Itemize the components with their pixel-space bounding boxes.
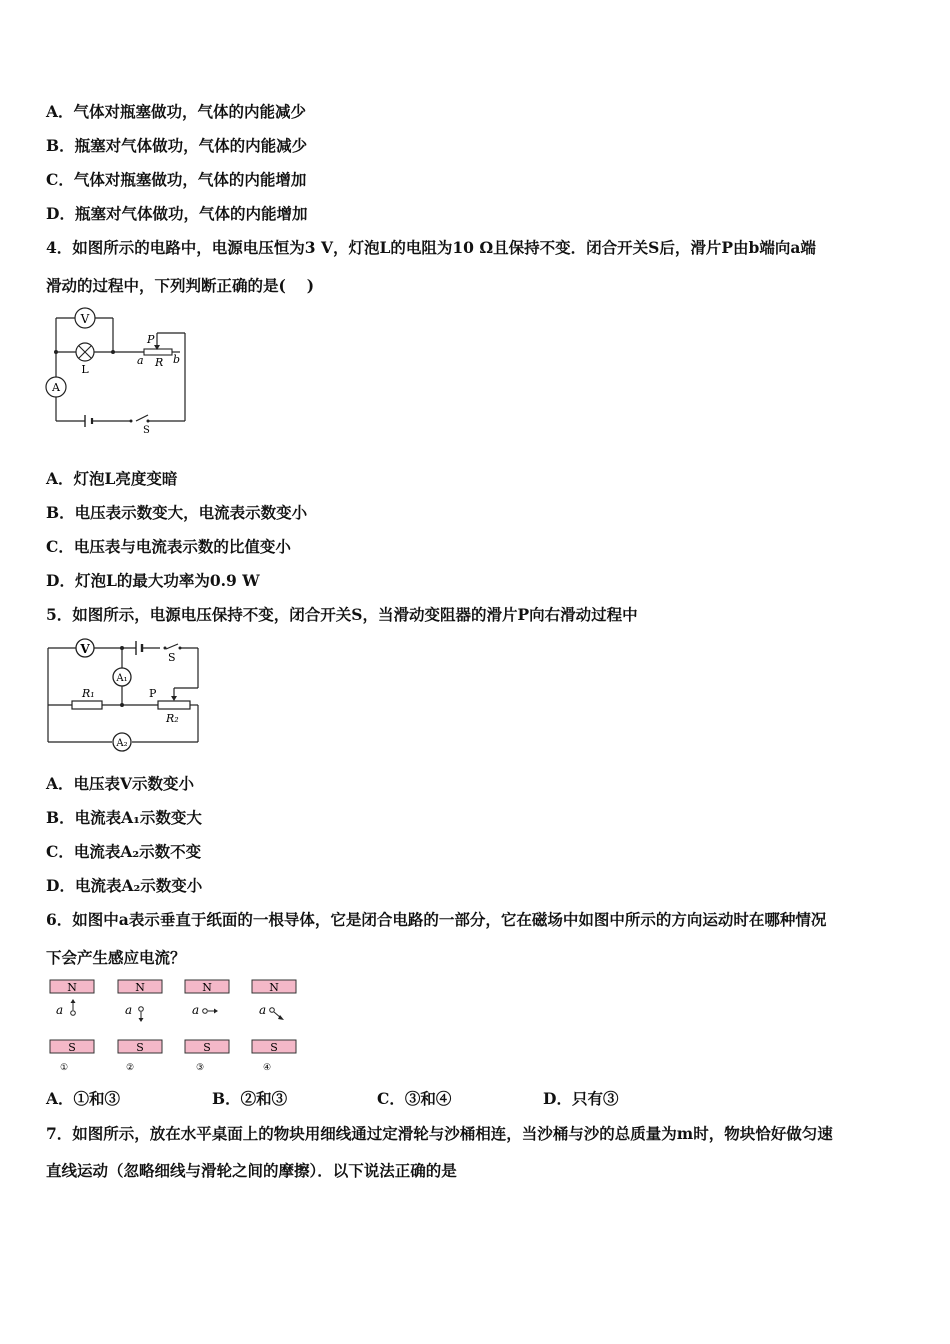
r1-resistor: [72, 701, 102, 709]
conductor-2: [139, 1007, 144, 1012]
q3-option-c: C．气体对瓶塞做功，气体的内能增加: [46, 170, 307, 189]
q3-option-b: B．瓶塞对气体做功，气体的内能减少: [46, 136, 308, 155]
end-b-label: b: [173, 353, 181, 366]
north-label-1: N: [67, 981, 77, 994]
q7-stem-line1: 7．如图所示，放在水平桌面上的物块用细线通过定滑轮与沙桶相连，当沙桶与沙的总质量为m时，物块恰好做匀速: [46, 1124, 833, 1143]
arrow-right-icon: [214, 1009, 218, 1014]
r2-rheostat: [158, 701, 190, 709]
conductor-3: [203, 1009, 208, 1014]
q4-circuit-figure: [40, 305, 200, 435]
q4-option-a: A．灯泡L亮度变暗: [46, 469, 178, 488]
conductor-label-1: a: [56, 1003, 64, 1017]
conductor-1: [71, 1011, 76, 1016]
arrow-down-icon: [139, 1018, 144, 1022]
ammeter-label: A: [52, 381, 60, 394]
resistor-label: R: [155, 356, 164, 369]
south-label-4: S: [270, 1041, 278, 1054]
south-label-3: S: [203, 1041, 211, 1054]
panel-label-1: ①: [59, 1063, 69, 1073]
q7-stem-line2: 直线运动（忽略细线与滑轮之间的摩擦）．以下说法正确的是: [46, 1161, 457, 1180]
voltmeter-label: V: [80, 312, 90, 326]
end-a-label: a: [137, 354, 144, 367]
panel-label-4: ④: [262, 1063, 272, 1073]
arrow-up-icon: [71, 999, 76, 1003]
voltmeter-label: V: [80, 642, 90, 656]
q5-option-b: B．电流表A₁示数变大: [46, 808, 202, 827]
conductor-label-3: a: [192, 1003, 200, 1017]
north-label-3: N: [202, 981, 212, 994]
slider-label: P: [147, 333, 155, 346]
q4-option-c: C．电压表与电流表示数的比值变小: [46, 537, 291, 556]
q6-option-c: C．③和④: [377, 1089, 452, 1108]
q6-stem-line2: 下会产生感应电流？: [46, 948, 186, 967]
lamp-symbol: [76, 343, 94, 361]
north-label-2: N: [135, 981, 145, 994]
q6-option-a: A．①和③: [46, 1089, 121, 1108]
north-label-4: N: [269, 981, 279, 994]
q4-option-b: B．电压表示数变大，电流表示数变小: [46, 503, 308, 522]
q5-stem: 5．如图所示，电源电压保持不变，闭合开关S，当滑动变阻器的滑片P向右滑动过程中: [46, 605, 638, 624]
switch-label: S: [168, 651, 176, 664]
r2-label: R₂: [166, 712, 179, 725]
q5-option-a: A．电压表V示数变小: [46, 774, 195, 793]
conductor-label-2: a: [125, 1003, 133, 1017]
panel-label-2: ②: [125, 1063, 135, 1073]
switch-label: S: [143, 425, 150, 435]
q3-option-d: D．瓶塞对气体做功，气体的内能增加: [46, 204, 308, 223]
slider-label: P: [149, 687, 157, 700]
slider-arrow-icon: [171, 696, 177, 701]
q6-option-d: D．只有③: [543, 1089, 619, 1108]
rheostat-symbol: [144, 349, 172, 355]
panel-label-3: ③: [195, 1063, 205, 1073]
ammeter2-label: A₂: [116, 738, 128, 749]
r1-label: R₁: [82, 687, 95, 700]
q5-option-c: C．电流表A₂示数不变: [46, 842, 202, 861]
q4-stem-line2: 滑动的过程中，下列判断正确的是( ): [46, 276, 315, 295]
q3-option-a: A．气体对瓶塞做功，气体的内能减少: [46, 102, 307, 121]
q6-magnet-figure: [46, 977, 306, 1075]
q6-stem-line1: 6．如图中a表示垂直于纸面的一根导体，它是闭合电路的一部分，它在磁场中如图中所示的方向运动时在哪种情况: [46, 910, 827, 929]
q5-option-d: D．电流表A₂示数变小: [46, 876, 203, 895]
south-label-1: S: [68, 1041, 76, 1054]
ammeter1-label: A₁: [116, 673, 128, 684]
q6-option-b: B．②和③: [212, 1089, 288, 1108]
q4-option-d: D．灯泡L的最大功率为0.9 W: [46, 571, 260, 590]
conductor-4: [270, 1008, 275, 1013]
south-label-2: S: [136, 1041, 144, 1054]
q5-circuit-figure: [44, 634, 206, 752]
q4-stem-line1: 4．如图所示的电路中，电源电压恒为3 V，灯泡L的电阻为10 Ω且保持不变．闭合开关S后，滑片P由b端向a端: [46, 238, 816, 257]
lamp-label: L: [81, 363, 89, 376]
conductor-label-4: a: [259, 1003, 267, 1017]
